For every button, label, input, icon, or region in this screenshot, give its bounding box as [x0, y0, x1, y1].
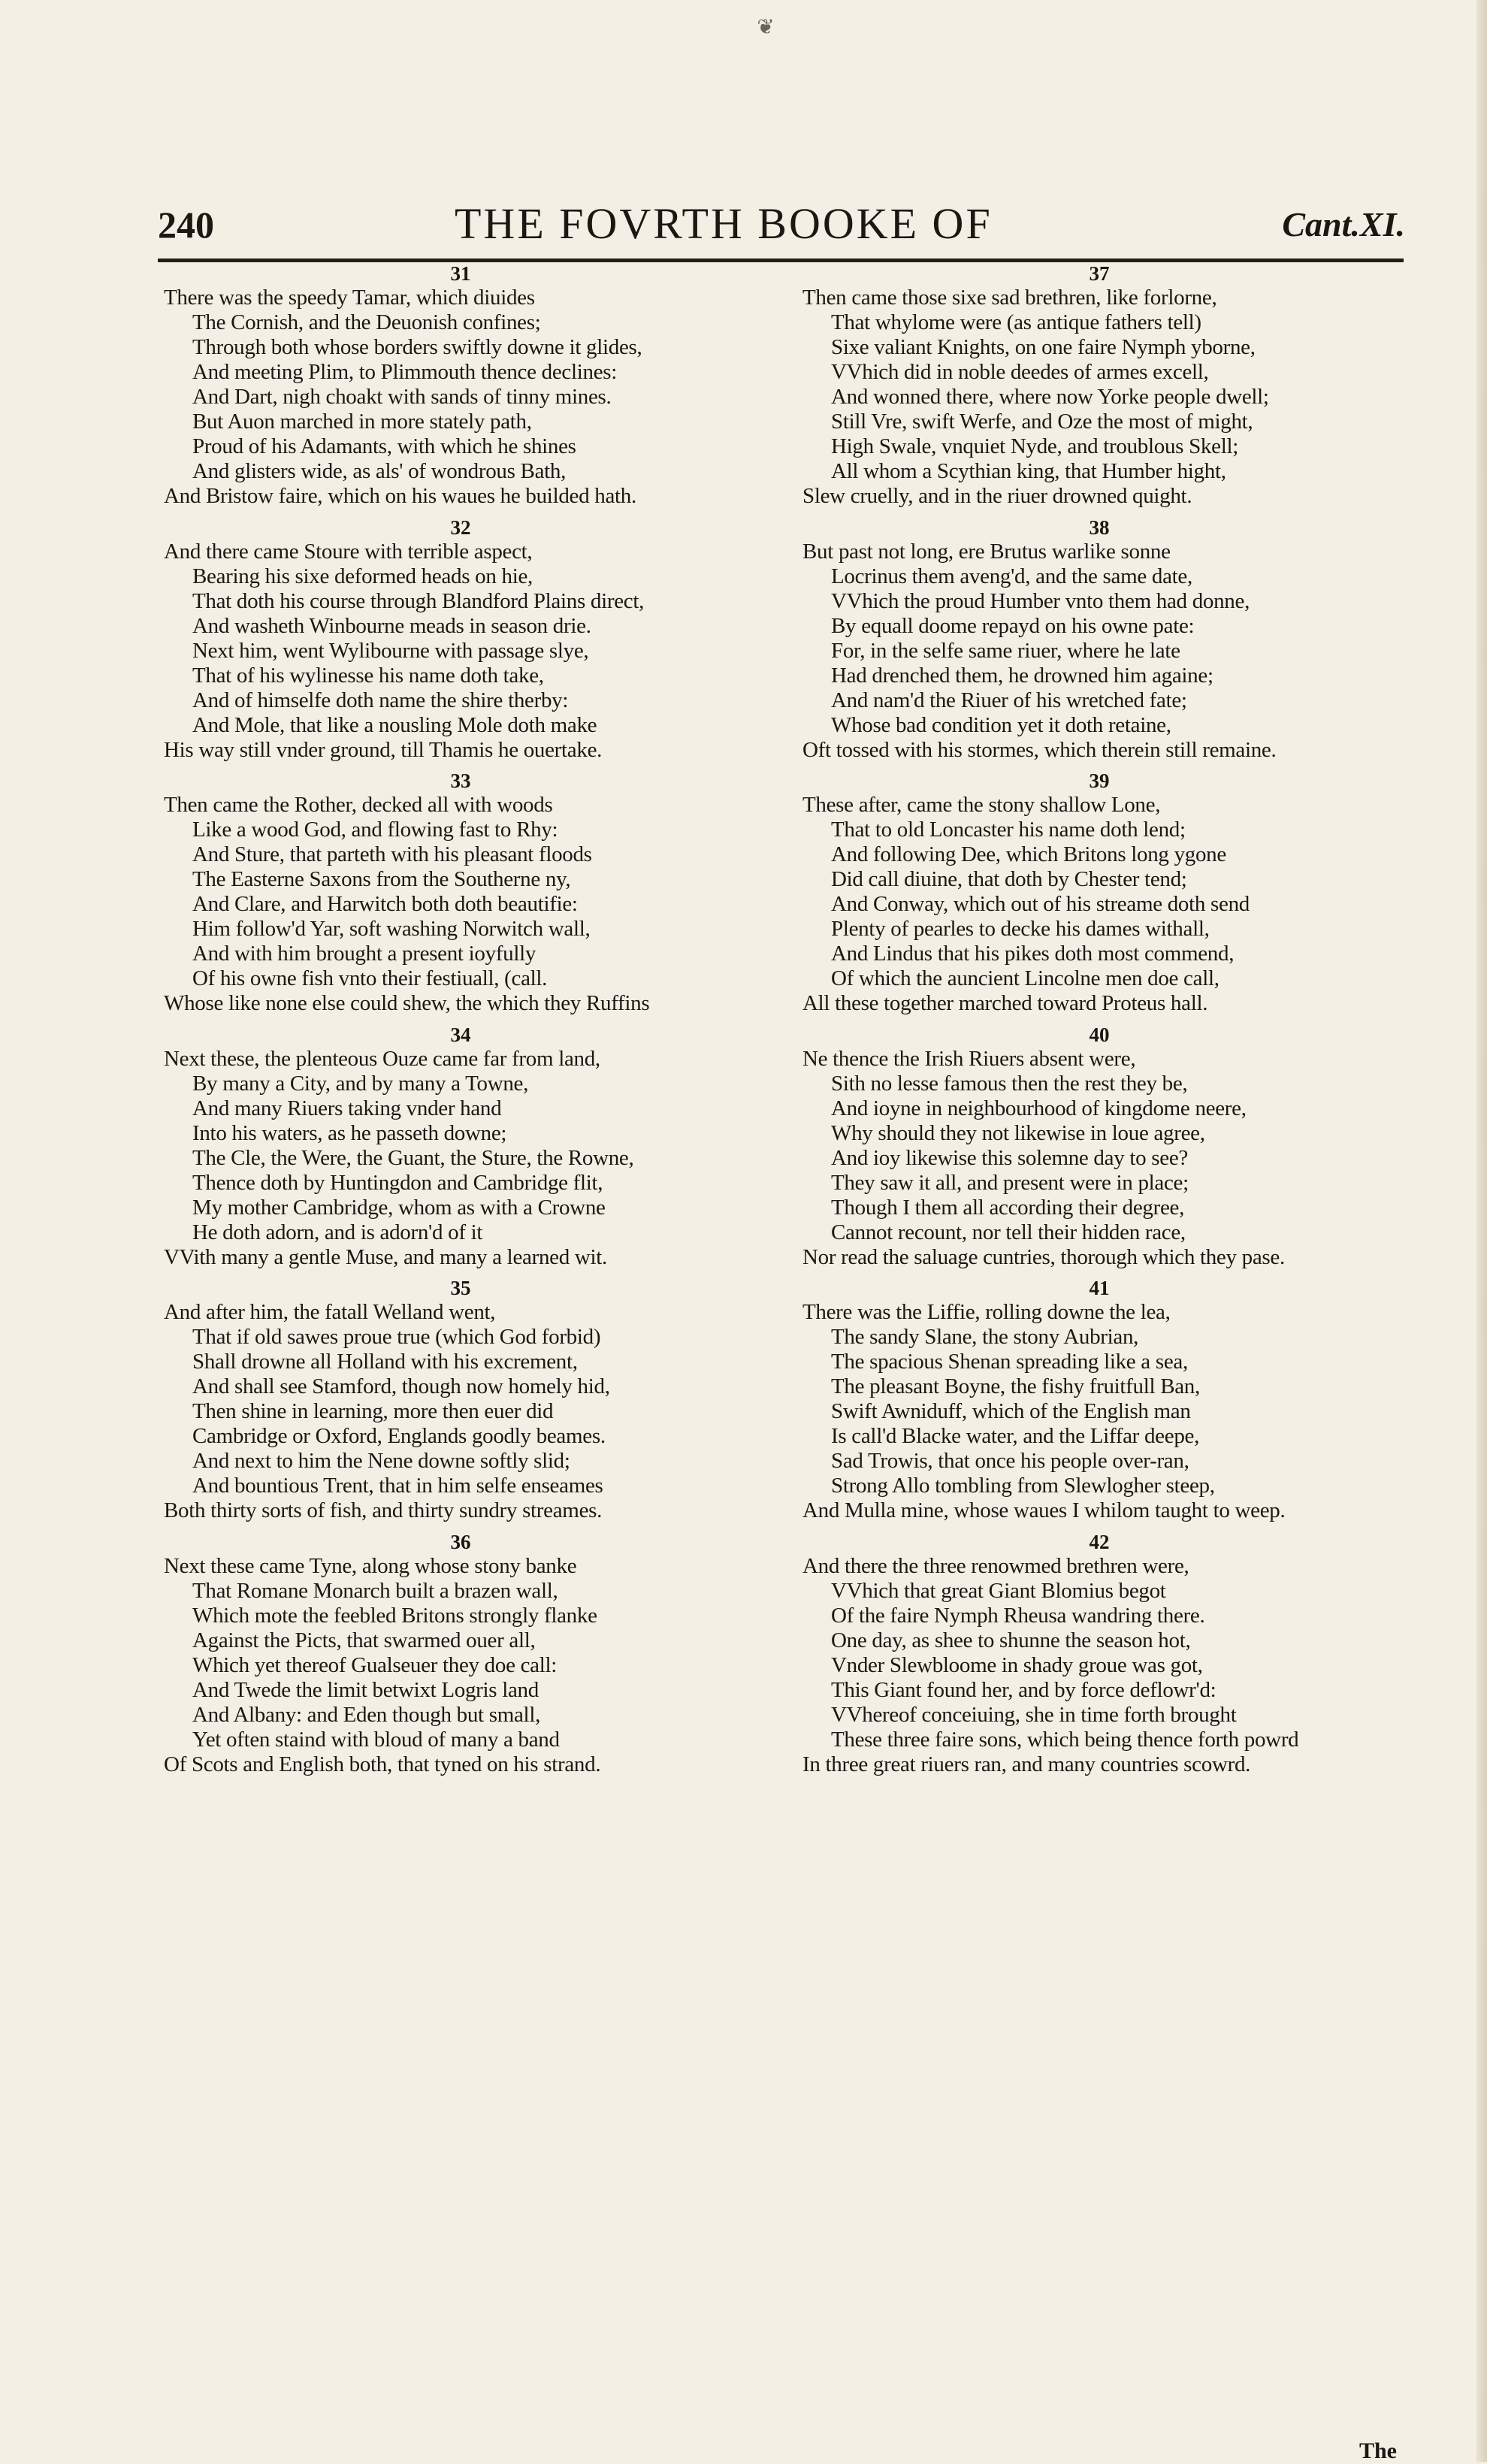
stanza [164, 515, 810, 769]
verse-line: And Mole, that like a nousling Mole doth make [192, 712, 597, 737]
verse-line: And nam'd the Riuer of his wretched fate; [831, 688, 1187, 712]
verse-line: And bountious Trent, that in him selfe enseames [192, 1474, 603, 1498]
stanza [802, 1023, 1449, 1277]
verse-line: That of his wylinesse his name doth take, [192, 663, 544, 688]
verse-line: His way still vnder ground, till Thamis he ouertake. [164, 737, 603, 762]
verse-line: Against the Picts, that swarmed ouer all, [192, 1628, 536, 1652]
stanza-number: 38 [1089, 515, 1110, 539]
verse-line: And next to him the Nene downe softly slid; [192, 1449, 570, 1473]
page-edge [1476, 0, 1487, 2462]
verse-line: Which yet thereof Gualseuer they doe call: [192, 1652, 558, 1677]
verse-line: Of Scots and English both, that tyned on his strand. [164, 1752, 601, 1776]
stanza-number: 39 [1089, 769, 1110, 792]
stanza [802, 769, 1449, 1023]
stanza-number: 37 [1089, 262, 1110, 285]
verse-line: Cannot recount, nor tell their hidden race, [831, 1220, 1186, 1244]
stanza [164, 769, 810, 1023]
verse-line: And following Dee, which Britons long ygone [831, 842, 1226, 866]
verse-line: One day, as shee to shunne the season hot, [831, 1628, 1191, 1652]
verse-line: But past not long, ere Brutus warlike sonne [802, 539, 1171, 564]
verse-line: By equall doome repayd on his owne pate: [831, 613, 1195, 638]
right-column [802, 262, 1449, 1783]
verse-line: And meeting Plim, to Plimmouth thence declines: [192, 360, 618, 384]
verse-line: Next these came Tyne, along whose stony banke [164, 1553, 577, 1578]
verse-line: Strong Allo tombling from Slewlogher steep, [831, 1474, 1215, 1498]
verse-line: Oft tossed with his stormes, which therein still remaine. [802, 737, 1277, 762]
verse-line: All these together marched toward Proteus hall. [802, 991, 1208, 1015]
verse-line: Of the faire Nymph Rheusa wandring there. [831, 1603, 1205, 1628]
verse-line: They saw it all, and present were in place; [831, 1170, 1189, 1195]
verse-line: Vnder Slewbloome in shady groue was got, [831, 1652, 1203, 1677]
verse-line: VVhich that great Giant Blomius begot [831, 1578, 1166, 1603]
verse-line: Proud of his Adamants, with which he shines [192, 434, 576, 458]
verse-line: By many a City, and by many a Towne, [192, 1071, 529, 1096]
verse-line: And after him, the fatall Welland went, [164, 1300, 496, 1324]
verse-line: VVhich did in noble deedes of armes excell, [831, 360, 1209, 384]
verse-line: Why should they not likewise in loue agree, [831, 1120, 1205, 1145]
verse-line: And Bristow faire, which on his waues he builded hath. [164, 484, 636, 508]
stanza [164, 1276, 810, 1530]
stanza-number: 35 [450, 1277, 471, 1299]
verse-line: Still Vre, swift Werfe, and Oze the most of might, [831, 410, 1253, 434]
verse-line: Is call'd Blacke water, and the Liffar deepe, [831, 1424, 1200, 1448]
verse-line: Though I them all according their degree, [831, 1195, 1185, 1220]
verse-line: The spacious Shenan spreading like a sea, [831, 1350, 1188, 1374]
verse-line: And shall see Stamford, though now homely hid, [192, 1374, 610, 1398]
page-header [158, 197, 1405, 249]
verse-line: Whose bad condition yet it doth retaine, [831, 712, 1171, 737]
verse-line: And ioy likewise this solemne day to see? [831, 1145, 1188, 1170]
verse-line: And Mulla mine, whose waues I whilom taught to weep. [802, 1498, 1286, 1522]
verse-line: And Twede the limit betwixt Logris land [192, 1677, 539, 1702]
stanza-number: 33 [450, 769, 471, 792]
catchword: The [1359, 2438, 1397, 2463]
verse-line: And Clare, and Harwitch both doth beautifie: [192, 892, 578, 916]
verse-line: Both thirty sorts of fish, and thirty sundry streames. [164, 1498, 603, 1522]
verse-line: And Dart, nigh choakt with sands of tinny mines. [192, 385, 612, 409]
stanza-number: 42 [1089, 1530, 1110, 1553]
verse-line: Thence doth by Huntingdon and Cambridge flit, [192, 1170, 603, 1195]
verse-line: Which mote the feebled Britons strongly flanke [192, 1603, 597, 1628]
stanza [164, 262, 810, 515]
verse-line: Slew cruelly, and in the riuer drowned quight. [802, 484, 1192, 508]
verse-line: Through both whose borders swiftly downe it glides, [192, 335, 642, 359]
verse-line: Plenty of pearles to decke his dames withall, [831, 917, 1210, 941]
verse-line: Him follow'd Yar, soft washing Norwitch wall, [192, 917, 591, 941]
verse-line: And with him brought a present ioyfully [192, 942, 536, 966]
verse-line: And of himselfe doth name the shire therby: [192, 688, 569, 712]
verse-line: He doth adorn, and is adorn'd of it [192, 1220, 483, 1244]
verse-line: Shall drowne all Holland with his excrement, [192, 1350, 578, 1374]
verse-line: But Auon marched in more stately path, [192, 410, 532, 434]
verse-line: My mother Cambridge, whom as with a Crowne [192, 1195, 606, 1220]
verse-line: Had drenched them, he drowned him againe; [831, 663, 1213, 688]
verse-line: Bearing his sixe deformed heads on hie, [192, 564, 533, 588]
verse-line: Next him, went Wylibourne with passage slye, [192, 638, 589, 663]
verse-line: That Romane Monarch built a brazen wall, [192, 1578, 558, 1603]
stanza [802, 1276, 1449, 1530]
verse-line: The pleasant Boyne, the fishy fruitfull Ban, [831, 1374, 1200, 1398]
stanza [164, 1530, 810, 1784]
verse-line: Of which the auncient Lincolne men doe call, [831, 966, 1220, 990]
verse-line: That whylome were (as antique fathers tell) [831, 310, 1201, 334]
verse-line: The Cle, the Were, the Guant, the Sture, the Rowne, [192, 1145, 634, 1170]
verse-line: That doth his course through Blandford Plains direct, [192, 588, 645, 613]
ornament-icon: ❦ [757, 16, 775, 39]
verse-line: Like a wood God, and flowing fast to Rhy: [192, 818, 558, 842]
verse-line: And wonned there, where now Yorke people dwell; [831, 385, 1269, 409]
verse-line: VVhich the proud Humber vnto them had donne, [831, 588, 1250, 613]
verse-line: Then came the Rother, decked all with woods [164, 793, 553, 817]
verse-line: Locrinus them aveng'd, and the same date, [831, 564, 1192, 588]
verse-line: Then shine in learning, more then euer did [192, 1399, 554, 1423]
verse-line: These after, came the stony shallow Lone, [802, 793, 1161, 817]
verse-line: The Cornish, and the Deuonish confines; [192, 310, 541, 334]
verse-line: Swift Awniduff, which of the English man [831, 1399, 1191, 1423]
verse-line: For, in the selfe same riuer, where he late [831, 638, 1180, 663]
stanza-number: 32 [450, 515, 471, 539]
page-number: 240 [158, 204, 214, 246]
verse-line: This Giant found her, and by force deflowr'd: [831, 1677, 1216, 1702]
verse-line: Next these, the plenteous Ouze came far from land, [164, 1046, 600, 1071]
stanza [802, 515, 1449, 769]
verse-line: There was the Liffie, rolling downe the lea, [802, 1300, 1171, 1324]
verse-line: There was the speedy Tamar, which diuides [164, 286, 535, 310]
verse-line: And ioyne in neighbourhood of kingdome neere, [831, 1096, 1247, 1120]
verse-line: And Conway, which out of his streame doth send [831, 892, 1250, 916]
verse-line: That if old sawes proue true (which God forbid) [192, 1325, 601, 1349]
verse-line: And Lindus that his pikes doth most commend, [831, 942, 1235, 966]
verse-line: High Swale, vnquiet Nyde, and troublous Skell; [831, 434, 1238, 458]
verse-line: Sixe valiant Knights, on one faire Nymph yborne, [831, 335, 1256, 359]
verse-line: And Albany: and Eden though but small, [192, 1702, 541, 1727]
verse-line: All whom a Scythian king, that Humber hight, [831, 459, 1226, 483]
stanza [164, 1023, 810, 1277]
verse-line: The Easterne Saxons from the Southerne ny, [192, 867, 571, 891]
verse-line: Of his owne fish vnto their festiuall, (call. [192, 966, 548, 990]
stanza-number: 41 [1089, 1277, 1110, 1299]
stanza-number: 34 [450, 1023, 471, 1046]
verse-line: And washeth Winbourne meads in season drie. [192, 613, 591, 638]
verse-line: Did call diuine, that doth by Chester tend; [831, 867, 1187, 891]
verse-line: And there came Stoure with terrible aspect, [164, 539, 533, 564]
verse-line: Cambridge or Oxford, Englands goodly beames. [192, 1424, 606, 1448]
stanza-number: 31 [450, 262, 471, 285]
verse-line: And many Riuers taking vnder hand [192, 1096, 502, 1120]
verse-line: Whose like none else could shew, the which they Ruffins [164, 991, 650, 1015]
verse-line: And Sture, that parteth with his pleasant floods [192, 842, 592, 866]
verse-line: These three faire sons, which being thence forth powrd [831, 1727, 1299, 1752]
verse-line: Sith no lesse famous then the rest they be, [831, 1071, 1188, 1096]
stanza [802, 262, 1449, 515]
verse-line: And glisters wide, as als' of wondrous Bath, [192, 459, 567, 483]
stanza [802, 1530, 1449, 1784]
verse-line: And there the three renowmed brethren were, [802, 1553, 1189, 1578]
canto-reference: Cant.XI. [1282, 205, 1405, 243]
verse-line: VVith many a gentle Muse, and many a learned wit. [164, 1244, 607, 1269]
verse-line: Sad Trowis, that once his people over-ran, [831, 1449, 1189, 1473]
verse-line: Nor read the saluage cuntries, thorough which they pase. [802, 1244, 1285, 1269]
verse-line: In three great riuers ran, and many countries scowrd. [802, 1752, 1251, 1776]
verse-line: The sandy Slane, the stony Aubrian, [831, 1325, 1139, 1349]
stanza-number: 36 [450, 1530, 471, 1553]
left-column [164, 262, 810, 1783]
running-title: THE FOVRTH BOOKE OF [455, 199, 993, 248]
stanza-number: 40 [1089, 1023, 1110, 1046]
verse-line: That to old Loncaster his name doth lend; [831, 818, 1186, 842]
verse-line: Ne thence the Irish Riuers absent were, [802, 1046, 1136, 1071]
verse-line: Yet often staind with bloud of many a band [192, 1727, 560, 1752]
verse-line: VVhereof conceiuing, she in time forth brought [831, 1702, 1237, 1727]
verse-line: Into his waters, as he passeth downe; [192, 1120, 507, 1145]
verse-line: Then came those sixe sad brethren, like forlorne, [802, 286, 1217, 310]
